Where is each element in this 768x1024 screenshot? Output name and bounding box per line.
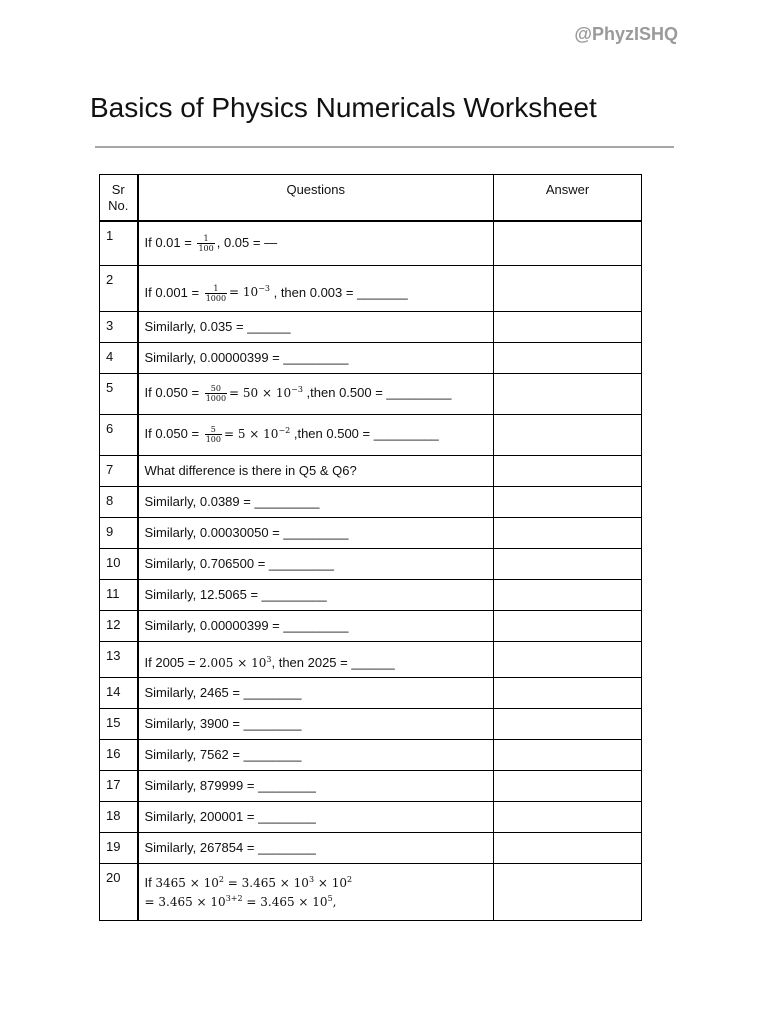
row-number: 14 — [100, 677, 138, 708]
row-number: 12 — [100, 610, 138, 641]
answer-cell[interactable] — [494, 548, 642, 579]
math-expression: $2.005 \times 10^3$ — [199, 654, 272, 670]
row-number: 10 — [100, 548, 138, 579]
answer-cell[interactable] — [494, 863, 642, 920]
row-number: 18 — [100, 801, 138, 832]
table-row — [100, 373, 642, 414]
question-cell — [138, 373, 494, 414]
row-number: 7 — [100, 455, 138, 486]
table-row — [100, 610, 642, 641]
row-number: 9 — [100, 517, 138, 548]
row-number: 17 — [100, 770, 138, 801]
question-text: Similarly, 879999 = ________ — [138, 770, 494, 801]
row-number: 15 — [100, 708, 138, 739]
table-row — [100, 832, 642, 863]
question-cell — [138, 265, 494, 311]
answer-cell[interactable] — [494, 414, 642, 455]
answer-cell[interactable] — [494, 579, 642, 610]
row-number: 13 — [100, 641, 138, 677]
question-text: ,then 0.500 = _________ — [302, 384, 452, 400]
row-number: 16 — [100, 739, 138, 770]
question-text: , then 2025 = ______ — [271, 654, 395, 670]
table-row — [100, 579, 642, 610]
table-row — [100, 677, 642, 708]
answer-cell[interactable] — [494, 311, 642, 342]
question-text: If 0.050 = — [144, 425, 203, 441]
page-title: Basics of Physics Numericals Worksheet — [90, 92, 597, 123]
table-row — [100, 641, 642, 677]
header-sr-no: Sr No. — [100, 175, 138, 222]
fraction: $\frac{50}{1000}$ — [205, 384, 227, 403]
table-header-row — [100, 175, 642, 222]
table-row — [100, 770, 642, 801]
fraction: $\frac{1}{100}$ — [198, 233, 214, 253]
answer-cell[interactable] — [494, 486, 642, 517]
row-number: 3 — [100, 311, 138, 342]
answer-cell[interactable] — [494, 455, 642, 486]
fraction: $\frac{1}{1000}$ — [205, 283, 227, 303]
row-number: 8 — [100, 486, 138, 517]
watermark: @PhyzISHQ — [574, 24, 678, 44]
answer-cell[interactable] — [494, 677, 642, 708]
question-cell — [138, 641, 494, 677]
table-row — [100, 455, 642, 486]
answer-cell[interactable] — [494, 832, 642, 863]
question-text: Similarly, 12.5065 = _________ — [138, 579, 494, 610]
question-text: Similarly, 3900 = ________ — [138, 708, 494, 739]
question-text: , 0.05 = — — [216, 234, 278, 250]
table-row — [100, 739, 642, 770]
row-number: 2 — [100, 265, 138, 311]
question-text: Similarly, 267854 = ________ — [138, 832, 494, 863]
question-text: Similarly, 0.00000399 = _________ — [138, 610, 494, 641]
table-row — [100, 311, 642, 342]
question-cell — [138, 863, 494, 920]
header-answer: Answer — [494, 175, 642, 222]
math-expression: = $10^{-3}$ — [229, 284, 270, 300]
row-number: 20 — [100, 863, 138, 920]
question-text: Similarly, 0.00000399 = _________ — [138, 342, 494, 373]
worksheet-table — [99, 174, 642, 921]
answer-cell[interactable] — [494, 610, 642, 641]
header-questions: Questions — [138, 175, 494, 222]
question-text: Similarly, 200001 = ________ — [138, 801, 494, 832]
answer-cell[interactable] — [494, 770, 642, 801]
row-number: 6 — [100, 414, 138, 455]
question-text: If 0.01 = — [144, 234, 196, 250]
title-divider — [95, 146, 674, 148]
question-text: Similarly, 0.0389 = _________ — [138, 486, 494, 517]
answer-cell[interactable] — [494, 801, 642, 832]
fraction: $\frac{5}{100}$ — [205, 425, 221, 444]
question-cell — [138, 414, 494, 455]
answer-cell[interactable] — [494, 373, 642, 414]
answer-cell[interactable] — [494, 641, 642, 677]
answer-cell[interactable] — [494, 221, 642, 265]
question-text: Similarly, 0.00030050 = _________ — [138, 517, 494, 548]
question-text: Similarly, 2465 = ________ — [138, 677, 494, 708]
question-text: ,then 0.500 = _________ — [290, 425, 439, 441]
question-text: If 2005 = — [144, 654, 200, 670]
math-expression: = $50 \times 10^{-3}$ — [229, 384, 303, 400]
question-text: , then 0.003 = _______ — [269, 284, 408, 300]
answer-cell[interactable] — [494, 517, 642, 548]
question-text: If 0.050 = — [144, 384, 203, 400]
question-text: What difference is there in Q5 & Q6? — [138, 455, 494, 486]
question-text: If 0.001 = — [144, 284, 203, 300]
math-expression: = $5 \times 10^{-2}$ — [223, 425, 291, 441]
table-row — [100, 221, 642, 265]
table-row — [100, 265, 642, 311]
table-row — [100, 863, 642, 920]
row-number: 1 — [100, 221, 138, 265]
math-expression: = $3.465 \times 10^{3+2} = 3.465 \times 10^5$, — [144, 893, 337, 909]
math-expression: If $3465 \times 10^2 = 3.465 \times 10^3 \times 10^2$ — [144, 874, 353, 890]
answer-cell[interactable] — [494, 708, 642, 739]
answer-cell[interactable] — [494, 739, 642, 770]
row-number: 4 — [100, 342, 138, 373]
question-text: Similarly, 7562 = ________ — [138, 739, 494, 770]
table-row — [100, 708, 642, 739]
table-row — [100, 548, 642, 579]
table-row — [100, 414, 642, 455]
answer-cell[interactable] — [494, 342, 642, 373]
table-row — [100, 342, 642, 373]
table-row — [100, 517, 642, 548]
table-row — [100, 801, 642, 832]
table-row — [100, 486, 642, 517]
row-number: 11 — [100, 579, 138, 610]
question-text: Similarly, 0.706500 = _________ — [138, 548, 494, 579]
row-number: 19 — [100, 832, 138, 863]
answer-cell[interactable] — [494, 265, 642, 311]
row-number: 5 — [100, 373, 138, 414]
question-text: Similarly, 0.035 = ______ — [138, 311, 494, 342]
question-cell — [138, 221, 494, 265]
